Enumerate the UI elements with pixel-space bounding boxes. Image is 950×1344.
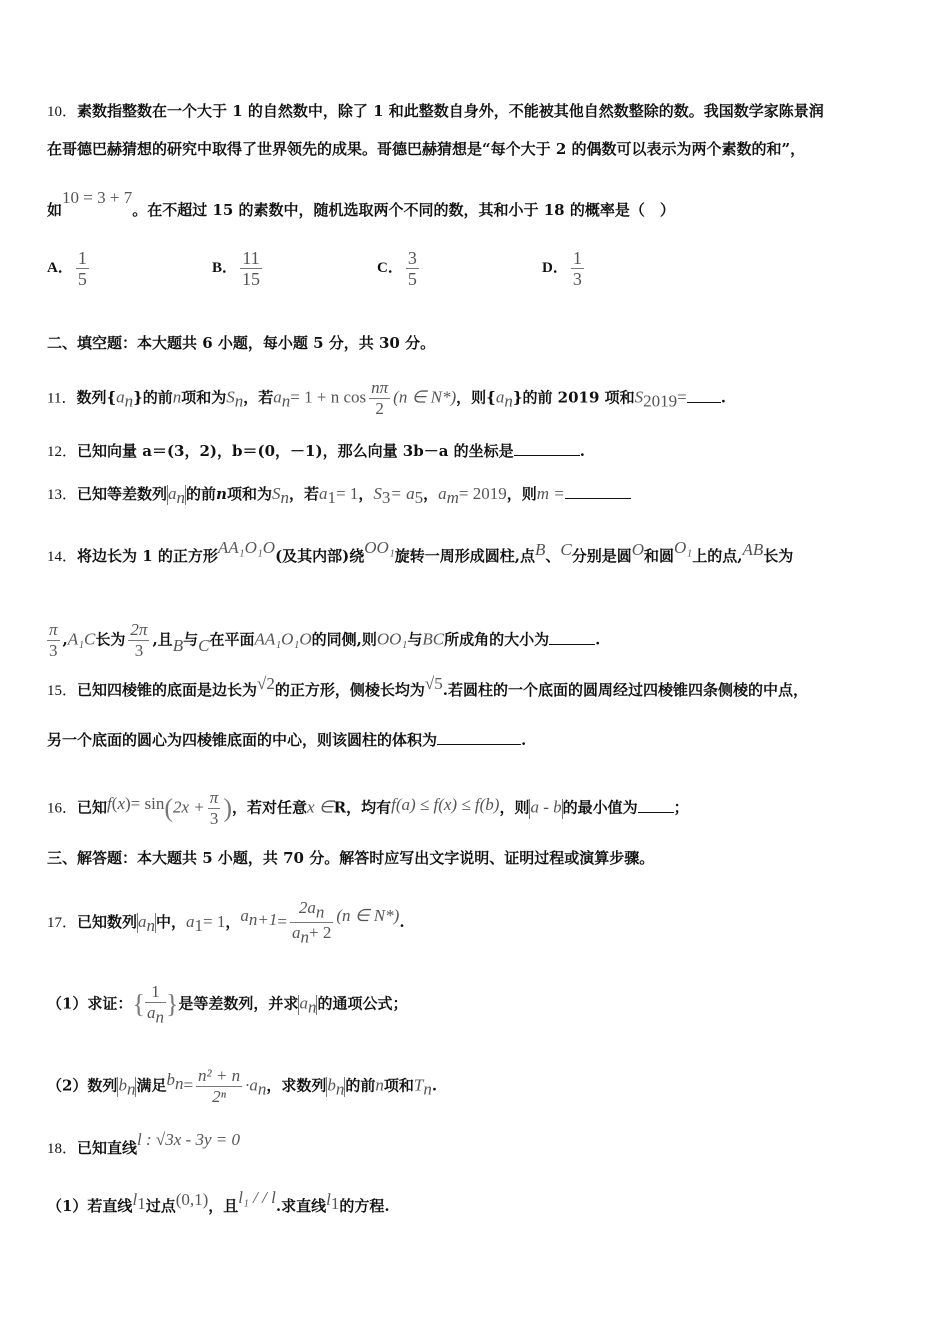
q13-answer-blank[interactable]: [565, 484, 631, 499]
q16: 16．已知f(x)= sin(2x + $\frac{\pi}{3}$ )，若对任意x ∈R，均有f(a) ≤ f(x) ≤ f(b)，则a - b的最小值为 ；: [47, 788, 689, 828]
q10-option-a[interactable]: A． $\frac{1}{5}$: [47, 248, 87, 289]
q14-line-2: $\frac{\pi}{3}$ ,A₁C长为 $\frac{2\pi}{3}$ ,且B与C在平面AA₁O₁O的同侧,则OO₁与BC所成角的大小为 .: [49, 620, 601, 660]
q15-line-1: 15．已知四棱锥的底面是边长为√2的正方形，侧棱长均为√5.若圆柱的一个底面的圆周经过四棱锥四条侧棱的中点，: [47, 674, 808, 699]
section-3-heading: 三、解答题：本大题共 5 小题，共 70 分。解答时应写出文字说明、证明过程或演算步骤。: [47, 849, 655, 867]
q13: 13．已知等差数列$a_n$的前n项和为$S_n$，若$a_1= 1$，$S_3= a_5$，$a_m= 2019$，则m =: [47, 484, 631, 508]
q10-line-2: 在哥德巴赫猜想的研究中取得了世界领先的成果。哥德巴赫猜想是“每个大于 2 的偶数可以表示为两个素数的和”，: [47, 140, 806, 158]
q10-line-3: 如10 = 3 + 7。在不超过 15 的素数中，随机选取两个不同的数，其和小于 18 的概率是（ ）: [47, 188, 675, 219]
q14-line-1: 14．将边长为 1 的正方形AA₁O₁O(及其内部)绕OO₁旋转一周形成圆柱,点B、C分别是圆O和圆O₁上的点,AB长为: [47, 538, 794, 565]
q15-answer-blank[interactable]: [437, 730, 521, 745]
q10-line-1: 10．素数指整数在一个大于 1 的自然数中，除了 1 和此整数自身外，不能被其他自然数整除的数。我国数学家陈景润: [47, 102, 824, 120]
q17: 17．已知数列$a_n$中，$a_1= 1$，$a_{n+1}=$ $\frac{2a_n}{a_n+ 2}$ (n ∈ N*).: [47, 898, 405, 947]
q11-answer-blank[interactable]: [687, 388, 721, 403]
q10-option-d[interactable]: D． $\frac{1}{3}$: [542, 248, 582, 289]
q10-option-c[interactable]: C． $\frac{3}{5}$: [377, 248, 417, 289]
q10-option-b[interactable]: B． $\frac{11}{15}$: [212, 248, 261, 289]
q17-part-2: （2）数列$b_n$满足$b_n=$ $\frac{\text{n² + n}}{\text{2ⁿ}}$ $\cdot a_n$，求数列$b_n$的前n项和$T_n$.: [47, 1066, 438, 1106]
section-2-heading: 二、填空题：本大题共 6 小题，每小题 5 分，共 30 分。: [47, 334, 436, 352]
q12: 12．已知向量 a＝(3，2)，b＝(0，－1)，那么向量 3b－a 的坐标是 .: [47, 442, 585, 460]
q18-part-1: （1）若直线$l_1$过点(0,1)，且l₁ / / l.求直线$l_1$的方程.: [47, 1188, 390, 1215]
q11: 11．数列$\{a_n\}$的前n项和为$S_n$，若$a_n= 1 + n$ cos $\frac{n\pi}{2}$ (n ∈ N*)，则$\{a_n\}$的前 2019 项和$S_{2019}=$ .: [47, 378, 726, 418]
q16-answer-blank[interactable]: [638, 798, 674, 813]
q17-part-1: （1）求证：{ $\frac{1}{a_n}$ }是等差数列，并求$a_n$的通项公式；: [47, 982, 408, 1027]
q12-answer-blank[interactable]: [514, 441, 580, 456]
q10-example-equation: 10 = 3 + 7: [62, 188, 133, 207]
q15-line-2: 另一个底面的圆心为四棱锥底面的中心，则该圆柱的体积为 .: [47, 731, 527, 749]
q18: 18．已知直线l : √3x - 3y = 0: [47, 1130, 240, 1157]
q14-answer-blank[interactable]: [549, 630, 595, 645]
